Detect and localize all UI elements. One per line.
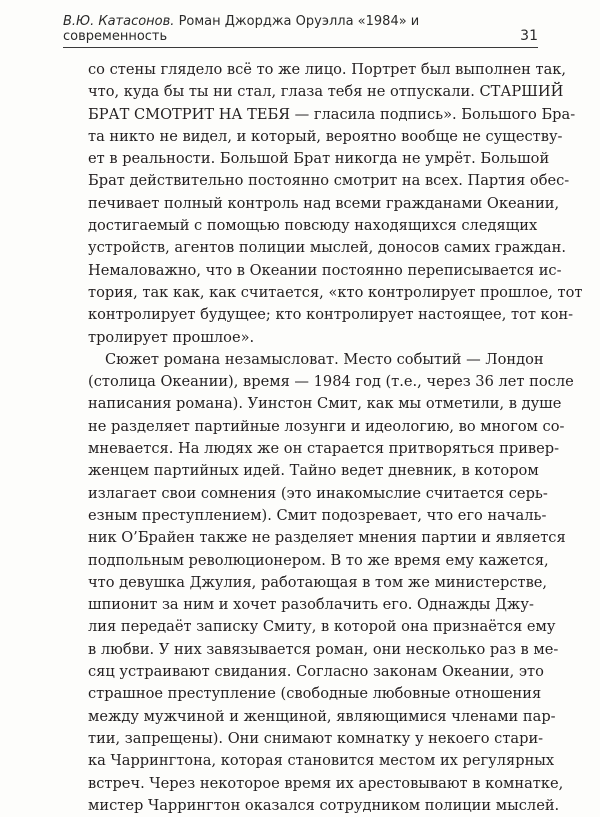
text-line: тии, запрещены). Они снимают комнатку у некоего стари- <box>88 729 544 747</box>
text-line: та никто не видел, и который, вероятно вообще не существу- <box>88 127 563 145</box>
text-line: что девушка Джулия, работающая в том же министерстве, <box>88 573 548 591</box>
author-name: В.Ю. Катасонов. <box>63 14 175 29</box>
text-line: БРАТ СМОТРИТ НА ТЕБЯ — гласила подпись». Большого Бра- <box>88 105 576 123</box>
text-line: подпольным революционером. В то же время ему кажется, <box>88 551 549 569</box>
text-line: ка Чаррингтона, которая становится местом их регулярных <box>88 752 555 770</box>
text-line: достигаемый с помощью повсюду находящихся следящих <box>88 217 538 235</box>
text-line: встреч. Через некоторое время их арестовывают в комнатке, <box>88 774 564 792</box>
book-title: Роман Джорджа Оруэлла «1984» и современность <box>63 14 420 44</box>
running-head <box>63 14 538 48</box>
text-line: написания романа). Уинстон Смит, как мы отметили, в душе <box>88 395 562 413</box>
text-line: страшное преступление (свободные любовные отношения <box>88 685 542 703</box>
text-line: мневается. На людях же он старается притворяться привер- <box>88 440 560 458</box>
text-line: езным преступлением). Смит подозревает, что его началь- <box>88 506 547 524</box>
text-line: со стены глядело всё то же лицо. Портрет был выполнен так, <box>88 61 567 78</box>
text-line: печивает полный контроль над всеми гражданами Океании, <box>88 194 560 212</box>
text-line: женцем партийных идей. Тайно ведет дневник, в котором <box>88 462 539 480</box>
text-line: сяц устраивают свидания. Согласно законам Океании, это <box>88 663 544 681</box>
text-line: ник О’Брайен также не разделяет мнения партии и является <box>88 529 566 547</box>
text-line: в любви. У них завязывается роман, они несколько раз в ме- <box>88 640 559 658</box>
text-line: Сюжет романа незамысловат. Место событий — Лондон <box>105 350 544 368</box>
text-line: мистер Чаррингтон оказался сотрудником полиции мыслей. <box>88 796 560 814</box>
text-line: излагает свои сомнения (это инакомыслие считается серь- <box>88 484 548 502</box>
running-head-title <box>63 14 520 44</box>
text-line: не разделяет партийные лозунги и идеологию, во многом со- <box>88 417 565 435</box>
text-line: Немаловажно, что в Океании постоянно переписывается ис- <box>88 261 562 279</box>
text-line: устройств, агентов полиции мыслей, доносов самих граждан. <box>88 239 566 257</box>
text-line: между мужчиной и женщиной, являющимися членами пар- <box>88 707 556 725</box>
text-line: тролирует прошлое». <box>88 328 255 346</box>
text-line: тория, так как, как считается, «кто контролирует прошлое, тот <box>88 283 583 301</box>
text-line: лия передаёт записку Смиту, в которой она признаётся ему <box>88 618 556 636</box>
text-line: ет в реальности. Большой Брат никогда не умрёт. Большой <box>88 150 550 168</box>
text-line: Брат действительно постоянно смотрит на всех. Партия обес- <box>88 172 570 190</box>
text-line: шпионит за ним и хочет разоблачить его. Однажды Джу- <box>88 596 534 614</box>
body-text <box>88 59 583 817</box>
page-number: 31 <box>520 28 538 44</box>
text-line: (столица Океании), время — 1984 год (т.е., через 36 лет после <box>88 373 574 391</box>
text-line: что, куда бы ты ни стал, глаза тебя не отпускали. СТАРШИЙ <box>88 83 564 101</box>
text-line: контролирует будущее; кто контролирует настоящее, тот кон- <box>88 306 574 324</box>
